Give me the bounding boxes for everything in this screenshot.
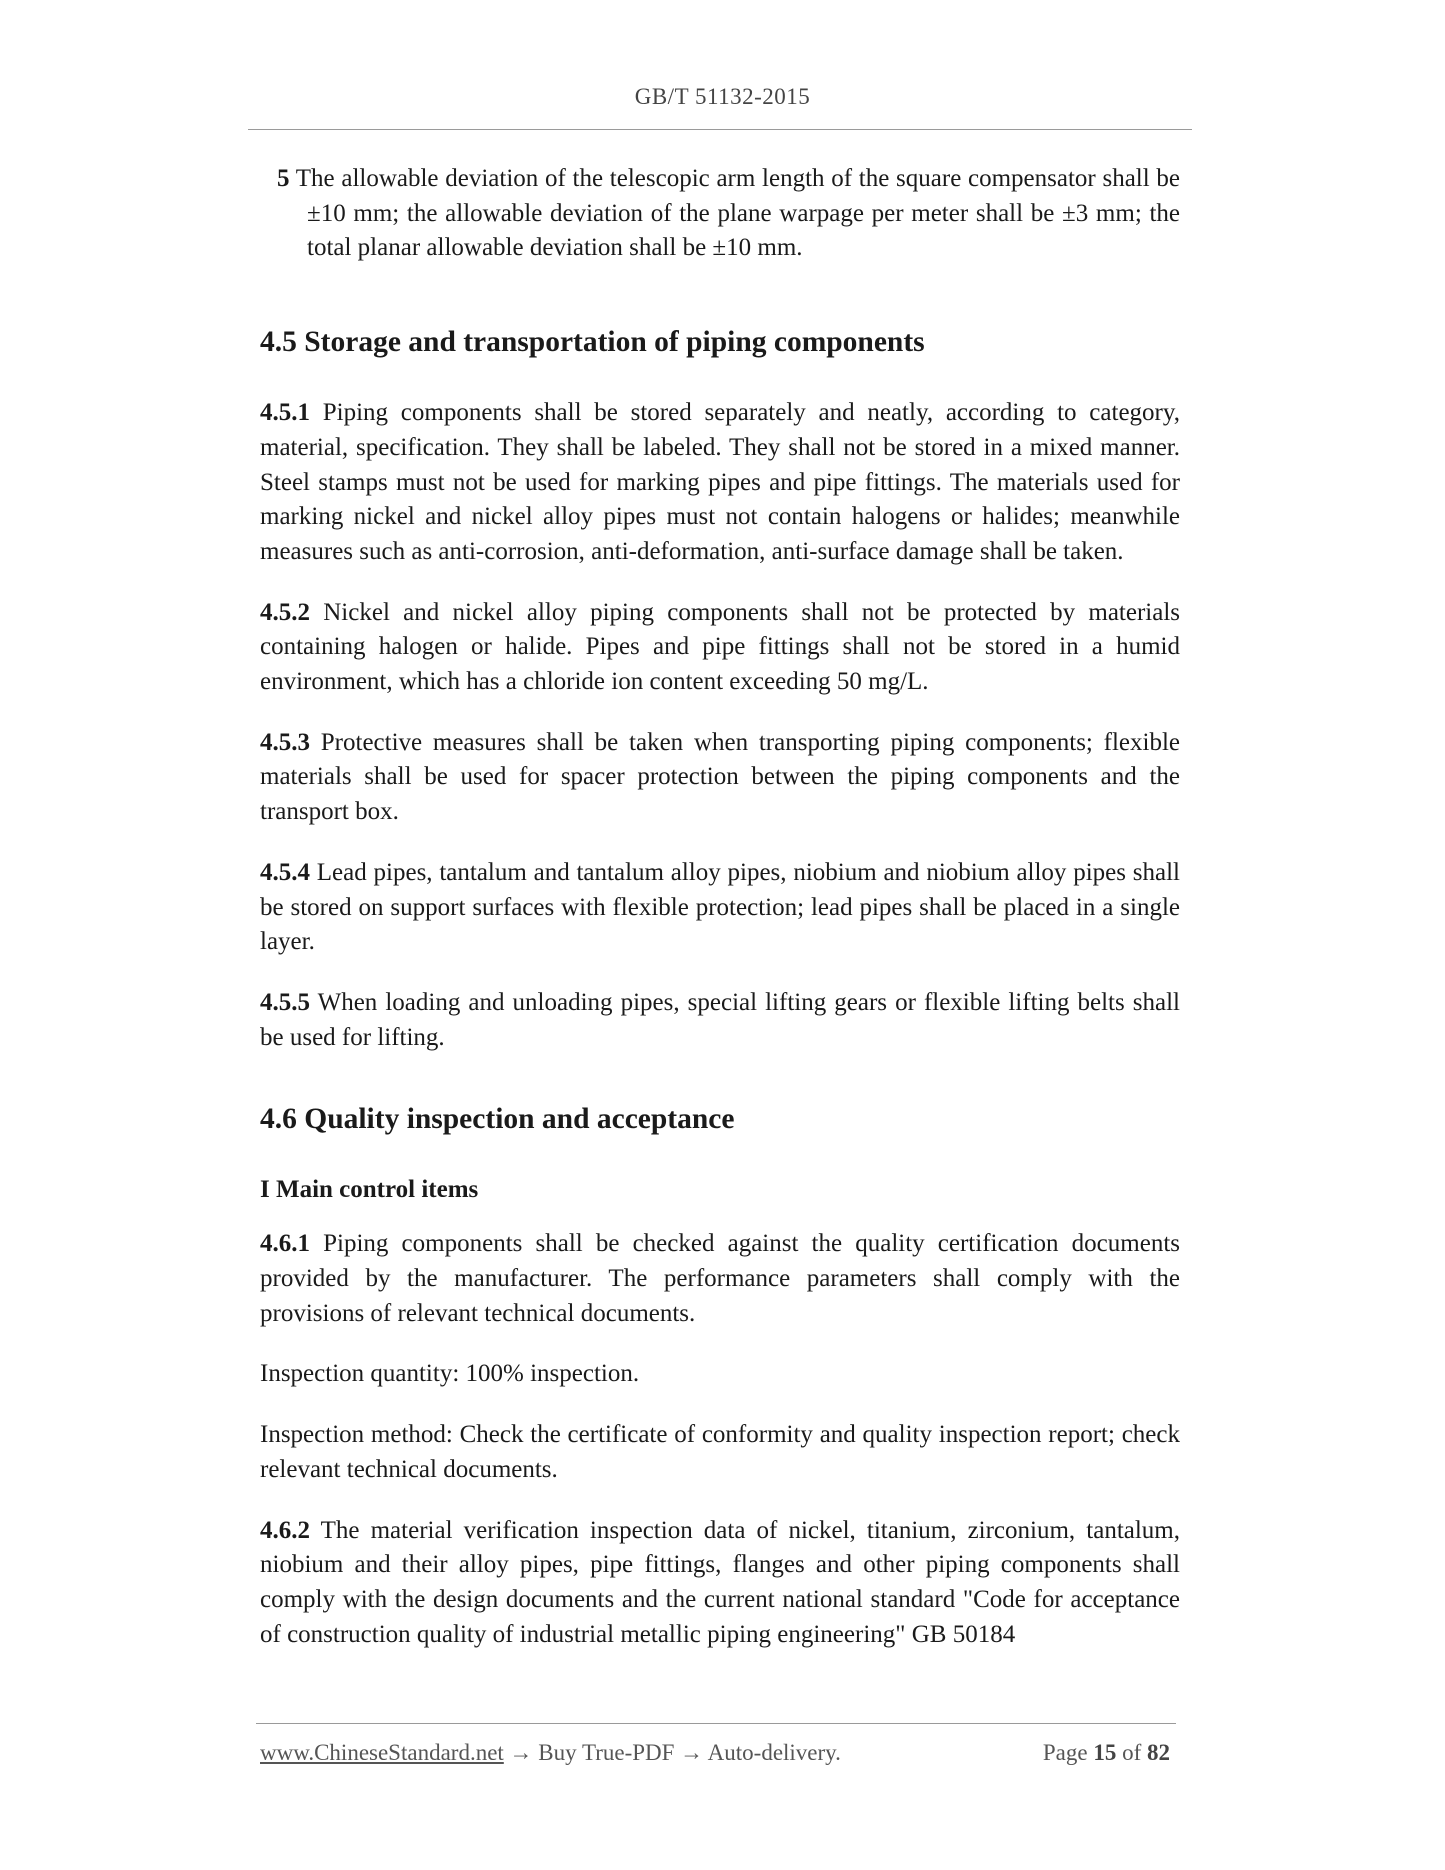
item-number: 5 [277, 165, 290, 192]
footer-divider [256, 1723, 1176, 1724]
page-number: 15 [1093, 1740, 1117, 1765]
clause-text: Lead pipes, tantalum and tantalum alloy pipes, niobium and niobium alloy pipes shall be stored on support surfaces with flexible protection; lead pipes shall be placed in a single layer. [260, 858, 1180, 956]
section-heading-4-5: 4.5 Storage and transportation of piping components [260, 326, 925, 359]
clause-text: Piping components shall be stored separately and neatly, according to category, material, specification. They shall be labeled. They shall not be stored in a mixed manner. Steel stamps must not be used for marking pipes and pipe fittings. The materials used for marking nickel and nickel alloy pipes must not contain halogens or halides; meanwhile measures such as anti-corrosion, anti-deformation, anti-surface damage shall be taken. [260, 399, 1180, 565]
footer-tagline: → Buy True-PDF → Auto-delivery. [503, 1740, 841, 1765]
clause-number: 4.5.4 [260, 858, 310, 886]
clause-4-5-1 [260, 396, 1180, 570]
inspection-method: Inspection method: Check the certificate of conformity and quality inspection report; check relevant technical documents. [260, 1421, 1180, 1483]
clause-text: When loading and unloading pipes, special lifting gears or flexible lifting belts shall be used for lifting. [260, 988, 1180, 1051]
clause-number: 4.5.5 [260, 988, 310, 1016]
clause-number: 4.6.1 [260, 1230, 310, 1258]
page-label: Page [1042, 1740, 1094, 1765]
clause-4-6-2 [260, 1514, 1180, 1653]
page-content [260, 162, 1180, 1678]
clause-4-6-1 [260, 1227, 1180, 1331]
total-pages: 82 [1147, 1740, 1170, 1765]
clause-4-5-3 [260, 726, 1180, 830]
clause-number: 4.5.2 [260, 598, 310, 626]
clause-number: 4.6.2 [260, 1516, 310, 1544]
item-5 [260, 162, 1180, 266]
clause-text: Nickel and nickel alloy piping components shall not be protected by materials containing halogen or halide. Pipes and pipe fittings shall not be stored in a humid environment, which has a chloride ion content exceeding 50 mg/L. [260, 598, 1180, 696]
section-heading-4-6: 4.6 Quality inspection and acceptance [260, 1103, 735, 1136]
clause-number: 4.5.1 [260, 399, 310, 427]
header-divider [248, 129, 1192, 130]
clause-text: Protective measures shall be taken when transporting piping components; flexible materials shall be used for spacer protection between the piping components and the transport box. [260, 728, 1180, 826]
inspection-quantity: Inspection quantity: 100% inspection. [260, 1360, 640, 1388]
page-indicator [1043, 1740, 1170, 1766]
clause-number: 4.5.3 [260, 728, 310, 756]
footer-left [260, 1740, 841, 1766]
clause-text: The material verification inspection data of nickel, titanium, zirconium, tantalum, niobium and their alloy pipes, pipe fittings, flanges and other piping components shall comply with the design documents and the current national standard "Code for acceptance of construction quality of industrial metallic piping engineering" GB 50184 [260, 1516, 1180, 1648]
clause-text: Piping components shall be checked against the quality certification documents provided by the manufacturer. The performance parameters shall comply with the provisions of relevant technical documents. [260, 1230, 1180, 1327]
subsection-heading: I Main control items [260, 1176, 479, 1204]
item-text: The allowable deviation of the telescopic arm length of the square compensator shall be ±10 mm; the allowable deviation of the plane warpage per meter shall be ±3 mm; the total planar allowable deviation shall be ±10 mm. [289, 165, 1180, 262]
of-label: of [1116, 1740, 1147, 1765]
site-link[interactable]: www.ChineseStandard.net [260, 1740, 504, 1765]
clause-4-5-4 [260, 856, 1180, 960]
clause-4-5-2 [260, 596, 1180, 700]
clause-4-5-5 [260, 986, 1180, 1055]
document-header: GB/T 51132-2015 [634, 84, 811, 109]
page-footer [260, 1740, 1170, 1766]
